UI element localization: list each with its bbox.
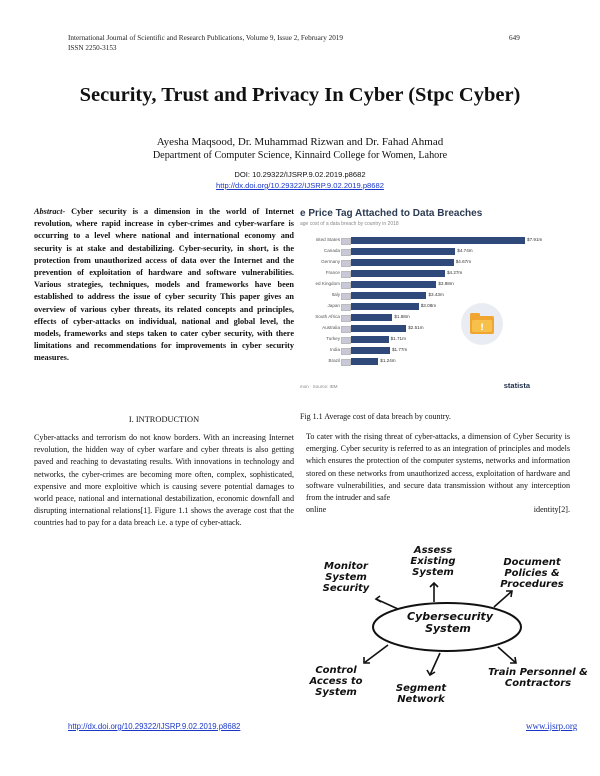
chart-row <box>300 356 536 367</box>
chart-category-label: Japan <box>327 303 340 308</box>
chart-category-label: South Africa <box>315 314 340 319</box>
flag-icon <box>341 249 351 256</box>
chart-bar <box>351 259 454 266</box>
chart-bar <box>351 237 525 244</box>
figure-caption: Fig 1.1 Average cost of data breach by country. <box>300 412 451 421</box>
chart-value-label: $2.51m <box>408 325 424 330</box>
chart-title: e Price Tag Attached to Data Breaches <box>300 208 483 219</box>
chart-value-label: $3.43m <box>428 292 444 297</box>
chart-bar <box>351 314 392 321</box>
chart-row <box>300 345 536 356</box>
paper-title: Security, Trust and Privacy In Cyber (Stpc Cyber) <box>79 84 521 106</box>
chart-bar <box>351 292 426 299</box>
flag-icon <box>341 315 351 322</box>
chart-bar <box>351 281 436 288</box>
chart-bar <box>351 248 455 255</box>
node-document: Document Policies & Procedures <box>500 557 564 590</box>
flag-icon <box>341 238 351 245</box>
chart-bar <box>351 358 378 365</box>
chart-value-label: $1.24m <box>380 358 396 363</box>
chart-category-label: Canada <box>323 248 340 253</box>
chart-category-label: Brazil <box>328 358 340 363</box>
chart-value-label: $3.08m <box>420 303 437 308</box>
abstract-lead: Abstract <box>34 207 63 216</box>
svg-text:!: ! <box>479 323 485 333</box>
chart-value-label: $3.88m <box>438 281 454 286</box>
data-breach-chart <box>300 204 543 392</box>
chart-category-label: India <box>330 347 340 352</box>
chart-row <box>300 235 543 246</box>
chart-subtitle: age cost of a data breach by country in 2018 <box>300 221 399 227</box>
section-heading: I. INTRODUCTION <box>128 415 200 424</box>
chart-value-label: $1.77m <box>391 347 408 352</box>
chart-bar <box>351 325 406 332</box>
chart-row <box>300 246 536 257</box>
page-number: 649 <box>509 34 520 42</box>
flag-icon <box>341 293 351 300</box>
chart-row <box>300 257 536 268</box>
chart-category-label: France <box>325 270 340 275</box>
intro-paragraph: Cyber-attacks and terrorism do not know borders. With an increasing Internet revolution, the hidden way of cyber warfare and cyber threats is also getting paved and reaching to devastating results. With innovations in technology and networks, the cyber-crimes are becoming more often, complex, sophisticated, expensive and more exploitive which is causing severe potential damages to world peace, national and international destabilization, economic downfall and disrupting international relations[1]. Figure 1.1 shows the average cost that the countries had to pay for a data breach i.e. a type of cyber-attack. <box>34 433 294 528</box>
chart-value-label: $1.71m <box>390 336 406 341</box>
flag-icon <box>341 348 351 355</box>
chart-row <box>300 268 536 279</box>
node-monitor: Monitor System Security <box>322 561 370 594</box>
doi-link[interactable]: http://dx.doi.org/10.29322/IJSRP.9.02.2019.p8682 <box>216 181 384 190</box>
flag-icon <box>341 326 351 333</box>
chart-category-label: Turkey <box>326 336 340 341</box>
issn: ISSN 2250-3153 <box>68 44 117 52</box>
right-paragraph-text: To cater with the rising threat of cyber-attacks, a dimension of Cyber Security is emerging. Cyber security is referred to as an integration of principles and models which ensures the protection of the computer systems, networks and information stored on these networks from unauthorized access, exploitation of hardware and software vulnerabilities, and secure data transmission without any interception from the intruder and safe <box>306 432 570 503</box>
flag-icon <box>341 260 351 267</box>
chart-bar <box>351 336 389 343</box>
chart-bar <box>351 270 445 277</box>
flag-icon <box>341 282 351 289</box>
chart-bar <box>351 303 419 310</box>
abstract-text: - Cyber security is a dimension in the world of Internet revolution, where rapid increase in cyber-crimes and cyber-warfare is occurring to a level where national and international economy and security is at stake and destabilizing. Cyber-security, in short, is the protection from unauthorized access of data over the Internet and the prevention of exploitation of hardware and software vulnerabilities. Various strategies, techniques, models and frameworks have been established to address the issue of cyber security This paper gives an overview of various cyber threats, its related concepts and principles, effects of cyber-attacks on individual, national and global level, the models, frameworks and steps taken to cater cyber security, with there limitations and recommendations for improvements in cyber security measures. <box>34 207 294 363</box>
abstract <box>34 206 294 365</box>
chart-row <box>300 290 536 301</box>
department: Department of Computer Science, Kinnaird College for Women, Lahore <box>152 150 448 161</box>
diagram-center: Cybersecurity System <box>407 610 493 635</box>
chart-value-label: $7.91m <box>527 237 543 242</box>
chart-category-label: nited States <box>315 237 340 242</box>
chart-category-label: ed Kingdom <box>315 281 340 286</box>
chart-source: mon · Source: IBM <box>300 384 338 389</box>
doi-line: DOI: 10.29322/IJSRP.9.02.2019.p8682 <box>234 170 366 179</box>
journal-header: International Journal of Scientific and Research Publications, Volume 9, Issue 2, February 2019 <box>68 34 343 42</box>
chart-category-label: Germany <box>321 259 340 264</box>
node-train: Train Personnel & Contractors <box>488 667 588 689</box>
footer-doi-link[interactable]: http://dx.doi.org/10.29322/IJSRP.9.02.2019.p8682 <box>68 722 241 731</box>
footer-site-link[interactable]: www.ijsrp.org <box>526 721 578 731</box>
chart-value-label: $4.67m <box>455 259 472 264</box>
node-segment: Segment Network <box>395 683 447 705</box>
chart-category-label: Australia <box>322 325 340 330</box>
chart-bars <box>300 235 543 367</box>
chart-category-label: Italy <box>331 292 340 297</box>
node-control: Control Access to System <box>309 665 363 698</box>
flag-icon <box>341 271 351 278</box>
chart-value-label: $4.27m <box>446 270 463 275</box>
authors: Ayesha Maqsood, Dr. Muhammad Rizwan and Dr. Fahad Ahmad <box>156 136 444 148</box>
flag-icon <box>341 337 351 344</box>
chart-value-label: $1.88m <box>394 314 410 319</box>
chart-value-label: $4.74m <box>457 248 473 253</box>
flag-icon <box>341 304 351 311</box>
right-paragraph-last-line <box>306 504 570 516</box>
node-assess: Assess Existing System <box>410 545 456 578</box>
last-word-right: identity[2]. <box>533 505 570 515</box>
chart-bar <box>351 347 390 354</box>
chart-row <box>300 279 536 290</box>
right-paragraph <box>306 431 570 516</box>
money-folder-icon <box>460 302 504 346</box>
flag-icon <box>341 359 351 366</box>
last-word-left: online <box>306 505 327 515</box>
statista-logo: statista <box>503 381 530 390</box>
cybersecurity-diagram <box>302 545 598 715</box>
